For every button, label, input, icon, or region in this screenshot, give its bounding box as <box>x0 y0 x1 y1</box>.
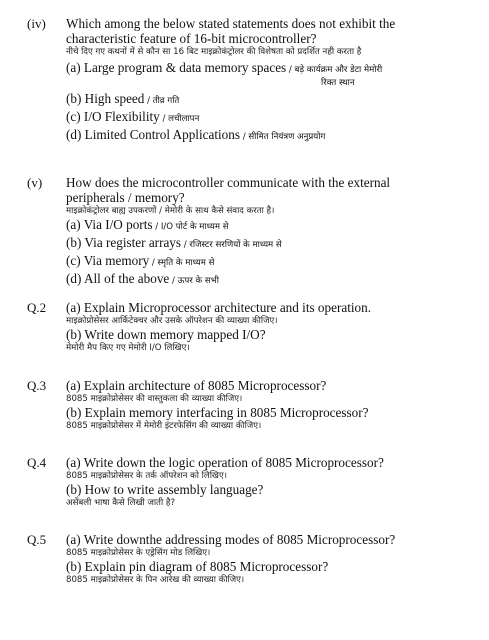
option-a <box>66 217 445 235</box>
option-d-en: (d) All of the above <box>66 271 170 286</box>
part-a-hi: 8085 माइक्रोप्रोसेसर के तर्क ऑपरेशन को लिखिए। <box>66 471 227 481</box>
question-body <box>66 16 445 145</box>
option-b <box>66 235 445 253</box>
part-b-hi: 8085 माइक्रोप्रोसेसर में मेमोरी इंटरफेसिंग की व्याख्या कीजिए। <box>66 421 262 431</box>
option-b-hi: / रजिस्टर सरणियों के माध्यम से <box>181 240 282 250</box>
option-c <box>66 109 445 127</box>
option-a-hi: / बड़े कार्यक्रम और डेटा मेमोरी <box>286 65 383 75</box>
question-number: Q.3 <box>27 378 47 393</box>
question-number: Q.5 <box>27 532 47 547</box>
option-d-hi: / सीमित नियंत्रण अनुप्रयोग <box>239 132 326 142</box>
part-a-en: (a) Write downthe addressing modes of 8085 Microprocessor? <box>66 532 396 547</box>
option-a <box>66 60 445 78</box>
question-text-en: Which among the below stated statements does not exhibit the characteristic feature of 16-bit microcontroller? <box>66 16 396 46</box>
option-b-en: (b) Via register arrays <box>66 235 182 250</box>
option-b-hi: / तीव्र गति <box>144 96 180 106</box>
option-a-hi-cont: रिक्त स्थान <box>321 78 355 88</box>
part-a-en: (a) Explain architecture of 8085 Microprocessor? <box>66 378 327 393</box>
part-b-hi: मेमोरी मैप किए गए मेमोरी I/O लिखिए। <box>66 343 190 353</box>
part-b-en: (b) How to write assembly language? <box>66 482 264 497</box>
part-b-hi: असेंबली भाषा कैसे लिखी जाती है? <box>66 498 176 508</box>
question-text-en: How does the microcontroller communicate with the external peripherals / memory? <box>66 175 391 205</box>
option-c-hi: / स्मृति के माध्यम से <box>149 258 215 268</box>
option-d-hi: / ऊपर के सभी <box>169 276 219 286</box>
question-body <box>66 175 445 289</box>
part-a-en: (a) Explain Microprocessor architecture and its operation. <box>66 300 372 315</box>
option-c-en: (c) Via memory <box>66 253 150 268</box>
part-a-hi: 8085 माइक्रोप्रोसेसर की वास्तुकला की व्याख्या कीजिए। <box>66 394 243 404</box>
question-body <box>66 378 445 432</box>
question-text-hi: माइक्रोकंट्रोलर बाह्य उपकरणों / मेमोरी के साथ कैसे संवाद करता है। <box>66 206 275 216</box>
option-d <box>66 127 445 145</box>
part-b-en: (b) Explain memory interfacing in 8085 Microprocessor? <box>66 405 369 420</box>
question-number: (iv) <box>27 16 46 31</box>
option-d <box>66 271 445 289</box>
question-number: Q.4 <box>27 455 47 470</box>
option-c-hi: / लचीलापन <box>159 114 200 124</box>
option-c <box>66 253 445 271</box>
option-b <box>66 91 445 109</box>
question-number: Q.2 <box>27 300 47 315</box>
part-b-en: (b) Write down memory mapped I/O? <box>66 327 266 342</box>
option-a-hi: / I/O पोर्ट के माध्यम से <box>152 222 229 232</box>
part-a-hi: 8085 माइक्रोप्रोसेसर के एड्रेसिंग मोड लिखिए। <box>66 548 211 558</box>
question-body <box>66 300 445 354</box>
question-number: (v) <box>27 175 43 190</box>
option-b-en: (b) High speed <box>66 91 145 106</box>
question-text-hi: नीचे दिए गए कथनों में से कौन सा 16 बिट माइक्रोकंट्रोलर की विशेषता को प्रदर्शित नही करता है <box>66 47 362 57</box>
option-d-en: (d) Limited Control Applications <box>66 127 240 142</box>
part-a-en: (a) Write down the logic operation of 8085 Microprocessor? <box>66 455 384 470</box>
option-a-en: (a) Large program & data memory spaces <box>66 60 287 75</box>
part-b-en: (b) Explain pin diagram of 8085 Microprocessor? <box>66 559 329 574</box>
part-a-hi: माइक्रोप्रोसेसर आर्किटेक्चर और उसके ऑपरेशन की व्याख्या कीजिए। <box>66 316 278 326</box>
part-b-hi: 8085 माइक्रोप्रोसेसर के पिन आरेख की व्याख्या कीजिए। <box>66 575 245 585</box>
option-a-en: (a) Via I/O ports <box>66 217 153 232</box>
question-body <box>66 455 445 509</box>
question-body <box>66 532 445 586</box>
option-c-en: (c) I/O Flexibility <box>66 109 160 124</box>
